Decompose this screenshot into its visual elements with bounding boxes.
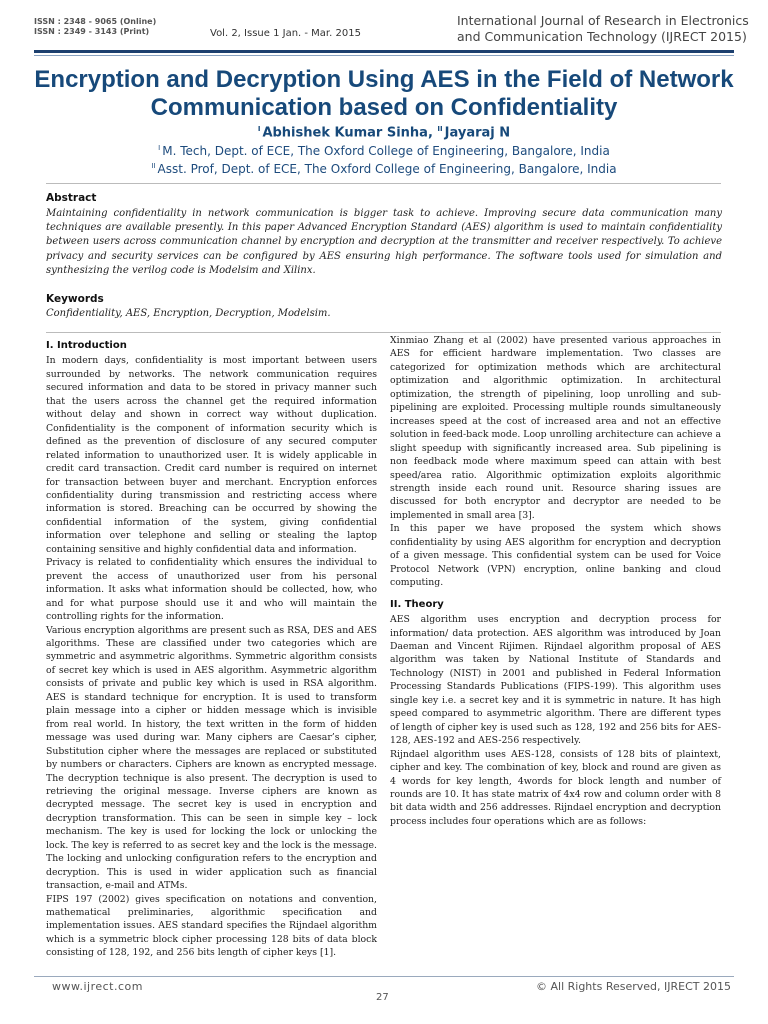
issn-online: ISSN : 2348 - 9065 (Online) — [34, 17, 157, 26]
affil1-text: M. Tech, Dept. of ECE, The Oxford College of Engineering, Bangalore, India — [162, 144, 610, 158]
theory-paragraph-2: Rijndael algorithm uses AES-128, consists of 128 bits of plaintext, cipher and key. The combination of key, block and round are given as 4 words for key length, 4words for block length and number of rounds are 10. It has state matrix of 4x4 row and column order with 8 bit data width and 256 addresses. Rijndael encryption and decryption process includes four operations which are as follows: — [390, 748, 721, 827]
author-list — [30, 125, 738, 140]
issn-block — [34, 17, 156, 37]
header-divider-thin — [34, 55, 734, 56]
intro-paragraph-1: In modern days, confidentiality is most important between users surrounded by networks. The network communication requires secured information and data to be stored in privacy manner such that the users across the channel get the required information without delay and shown in correct way without duplication. Confidentiality is the component of information security which is defined as the prevention of disclosure of any secured computer related information to unauthorized user. It is widely applicable in credit card transaction. Credit card number is required on internet for transaction between buyer and merchant. Encryption enforces confidentiality during transmission and restricting access where information is stored. Breaching can be occurred by showing the confidential information of the system, giving confidential information over telephone and selling or stealing the laptop containing sensitive and highly confidential data and information. — [46, 355, 377, 555]
intro-paragraph-3: Various encryption algorithms are present such as RSA, DES and AES algorithms. These are classified under two categories which are symmetric and asymmetric algorithms. Symmetric algorithm consists of secret key which is used in AES algorithm. Asymmetric algorithm consists of private and public key which is used in RSA algorithm. AES is standard technique for encryption. It is used to transform plain message into a cipher or hidden message which is invisible from real world. In history, the text written in the form of hidden message was used during war. Many ciphers are Caesar’s cipher, Substitution cipher where the messages are replaced or substituted by numbers or characters. Ciphers are known as encrypted message. The decryption technique is also present. The decryption is used to retrieving the original message. Inverse ciphers are known as decrypted message. The secret key is used in encryption and decryption transformation. This can be seen in simple key – lock mechanism. The key is used for locking the lock or unlocking the lock. The key is referred to as secret key and the lock is the message. The locking and unlocking configuration refers to the encryption and decryption. This is used in wider application such as financial transaction, e-mail and ATMs. — [46, 624, 377, 892]
footer-website-link[interactable]: www.ijrect.com — [52, 980, 143, 993]
paper-title-line2: Communication based on Confidentiality — [150, 94, 618, 121]
theory-paragraph-1: AES algorithm uses encryption and decryption process for information/ data protection. AES algorithm was introduced by Joan Daeman and Vincent Rijimen. Rijndael algorithm proposal of AES algorithm was taken by National Institute of Standards and Technology (NIST) in 2001 and published in Federal Information Processing Standards Publications (FIPS-199). This algorithm uses single key i.e. a secret key and it is symmetric in nature. It has high speed compared to asymmetric algorithm. There are different types of length of cipher key is used such as 128, 192 and 256 bits for AES-128, AES-192 and AES-256 respectively. — [390, 614, 721, 747]
intro-paragraph-2: Privacy is related to confidentiality which ensures the individual to prevent the access of unauthorized user from his personal information. It asks what information should be collected, how, who and for what purpose should use it and who will maintain the controlling rights for the information. — [46, 557, 377, 623]
journal-name-line2: and Communication Technology (IJRECT 2015) — [457, 29, 747, 44]
issn-print: ISSN : 2349 - 3143 (Print) — [34, 27, 150, 36]
intro-heading: I. Introduction — [46, 340, 127, 351]
intro-paragraph-5: In this paper we have proposed the system which shows confidentiality by using AES algorithm for encryption and decryption of a given message. This confidential system can be used for Voice Protocol Network (VPN) encryption, online banking and cloud computing. — [390, 523, 721, 589]
affiliation-2 — [30, 162, 738, 176]
affil1-mark: I — [158, 144, 161, 152]
paper-title-line1: Encryption and Decryption Using AES in the Field of Network — [34, 66, 734, 93]
affil2-text: Asst. Prof, Dept. of ECE, The Oxford College of Engineering, Bangalore, India — [157, 162, 617, 176]
journal-name — [457, 13, 757, 45]
intro-paragraph-4: FIPS 197 (2002) gives specification on notations and convention, mathematical preliminaries, algorithmic specification and implementation issues. AES standard specifies the Rijndael algorithm which is a symmetric block cipher processing 128 bits of data block consisting of 128, 192, and 256 bits length of cipher keys [1]. — [46, 893, 377, 959]
abstract-text: Maintaining confidentiality in network communication is bigger task to achieve. Improving secure data communication many techniques are available presently. In this paper Advanced Encryption Standard (AES) algorithm is used to maintain confidentiality between users across communication channel by encryption and decryption at the transmitter and receiver respectively. To achieve privacy and security services can be configured by AES ensuring high performance. The software tools used for simulation and synthesizing the verilog code is Modelsim and Xilinx. — [46, 208, 722, 276]
page-number: 27 — [376, 992, 389, 1003]
footer-copyright: © All Rights Reserved, IJRECT 2015 — [536, 980, 731, 993]
keywords-divider — [46, 332, 721, 333]
keywords-heading: Keywords — [46, 293, 104, 305]
affiliation-1 — [30, 144, 738, 158]
author-1: Abhishek Kumar Sinha, — [262, 125, 438, 141]
author1-mark: I — [257, 125, 261, 133]
header-divider — [34, 50, 734, 53]
footer-divider — [34, 976, 734, 977]
affil2-mark: II — [151, 162, 156, 170]
paper-title — [30, 66, 738, 122]
author2-mark: II — [437, 125, 443, 133]
left-column — [46, 338, 377, 960]
volume-info: Vol. 2, Issue 1 Jan. - Mar. 2015 — [210, 28, 361, 39]
theory-heading: II. Theory — [390, 598, 444, 610]
keywords-text: Confidentiality, AES, Encryption, Decryption, Modelsim. — [46, 308, 331, 319]
abstract-divider — [46, 183, 721, 184]
author-2: Jayaraj N — [444, 125, 511, 141]
journal-name-line1: International Journal of Research in Electronics — [457, 13, 749, 28]
abstract-heading: Abstract — [46, 192, 97, 204]
intro-paragraph-4-continued: Xinmiao Zhang et al (2002) have presented various approaches in AES for efficient hardware implementation. Two classes are categorized for optimization methods which are architectural optimization and algorithmic optimization. In architectural optimization, the strength of pipelining, loop unrolling and sub-pipelining are exploited. Processing multiple rounds simultaneously increases speed at the cost of increased area and not an effective solution in feed-back mode. Loop unrolling architecture can achieve a slight speedup with significantly increased area. Sub pipelining is non feedback mode where maximum speed can attain with best speed/area ratio. Algorithmic optimization exploits algorithmic strength inside each round unit. Resource sharing issues are discussed for both encryptor and decryptor are needed to be implemented in small area [3]. — [390, 335, 721, 521]
right-column — [390, 334, 721, 828]
